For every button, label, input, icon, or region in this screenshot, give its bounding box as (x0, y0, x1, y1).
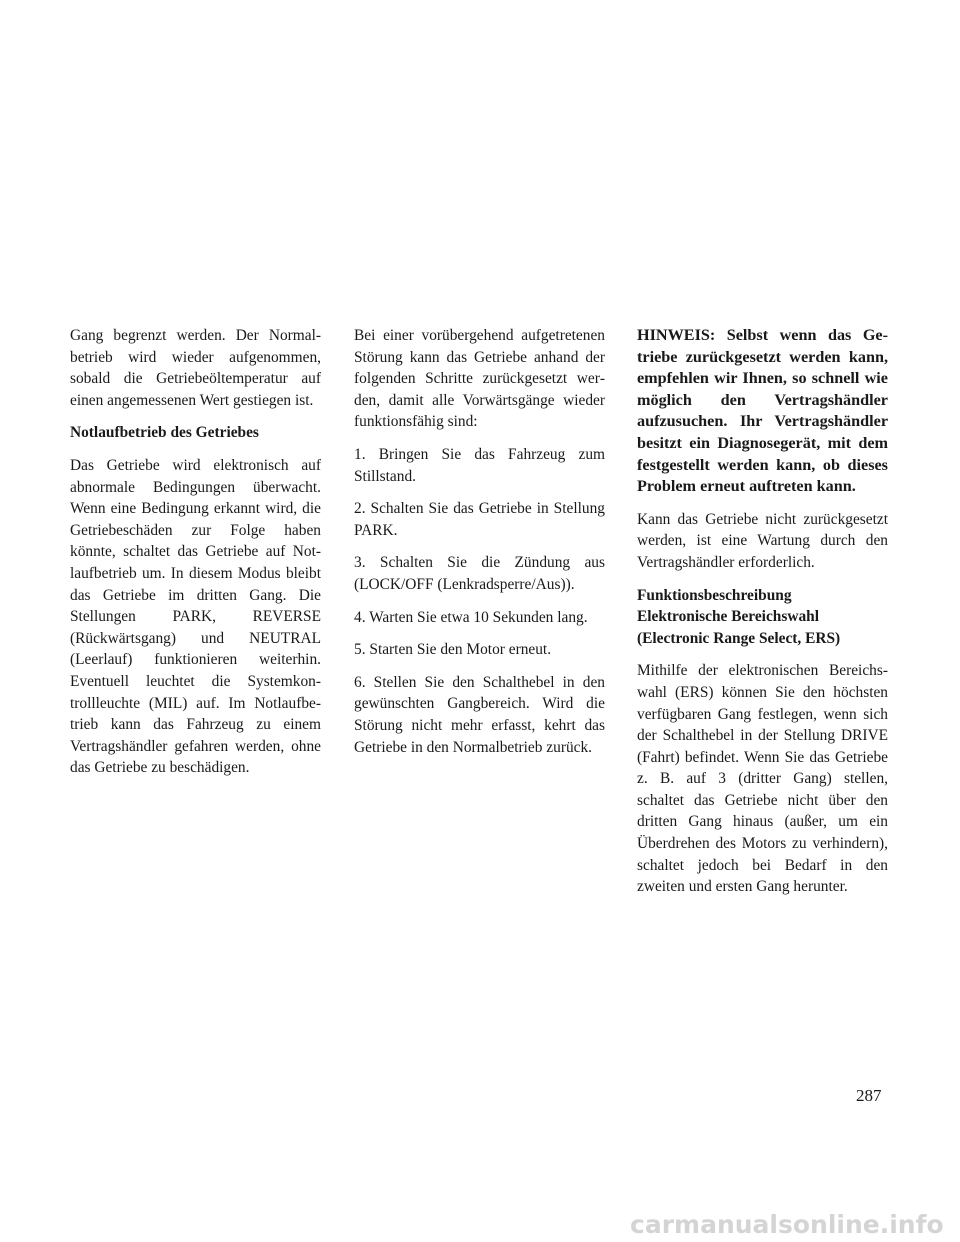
middle-intro: Bei einer vorübergehend aufgetretenen Störung kann das Getriebe anhand der folgenden Schritte zurückgesetzt werden, damit alle Vorwärtsgänge wieder funktionsfähig sind: (354, 327, 605, 431)
step-2: 2. Schalten Sie das Getriebe in Stellung PARK. (354, 500, 605, 539)
left-paragraph-1: Gang begrenzt werden. Der Normalbetrieb wird wieder aufgenommen, sobald die Getriebeöltemperatur auf einen angemessenen Wert gestiegen ist. (70, 327, 321, 409)
right-column (637, 325, 888, 909)
page-number: 287 (856, 1086, 882, 1105)
left-paragraph-2: Das Getriebe wird elektronisch auf abnormale Bedingungen überwacht. Wenn eine Bedingung erkannt wird, die Getriebeschäden zur Folge haben könnte, schaltet das Getriebe auf Notlaufbetrieb um. In diesem Modus bleibt das Getriebe im dritten Gang. Die Stellungen PARK, REVERSE (Rückwärtsgang) und NEUTRAL (Leerlauf) funktionieren weiterhin. Eventuell leuchtet die Systemkontrollleuchte (MIL) auf. Im Notlaufbetrieb kann das Fahrzeug zu einem Vertragshändler gefahren werden, ohne das Getriebe zu beschädigen. (70, 456, 321, 777)
step-6: 6. Stellen Sie den Schalthebel in den gewünschten Gangbereich. Wird die Störung nicht mehr erfasst, kehrt das Getriebe in den Normalbetrieb zurück. (354, 673, 605, 756)
section-heading-limp-mode: Notlaufbetrieb des Getriebes (70, 424, 259, 442)
heading-line-1: Funktionsbeschreibung (637, 586, 792, 604)
middle-column (354, 325, 605, 769)
watermark: carmanualsonline.info (630, 1210, 944, 1239)
note-hinweis: HINWEIS: Selbst wenn das Getriebe zurückgesetzt werden kann, empfehlen wir Ihnen, so schnell wie möglich den Vertragshändler aufzusuchen. Ihr Vertragshändler besitzt ein Diagnosegerät, mit dem festgestellt werden kann, ob dieses Problem erneut auftreten kann. (637, 326, 888, 496)
right-paragraph-2: Mithilfe der elektronischen Bereichswahl (ERS) können Sie den höchsten verfügbaren Gang festlegen, wenn sich der Schalthebel in der Stellung DRIVE (Fahrt) befindet. Wenn Sie das Getriebe z. B. auf 3 (dritter Gang) stellen, schaltet das Getriebe nicht über den dritten Gang hinaus (außer, um ein Überdrehen des Motors zu verhindern), schaltet jedoch bei Bedarf in den zweiten und ersten Gang herunter. (637, 662, 888, 896)
heading-line-2: Elektronische Bereichswahl (637, 608, 819, 626)
left-column (70, 325, 321, 790)
step-1: 1. Bringen Sie das Fahrzeug zum Stillstand. (354, 445, 605, 485)
right-paragraph-1: Kann das Getriebe nicht zurückgesetzt werden, ist eine Wartung durch den Vertragshändler erforderlich. (637, 510, 888, 571)
step-3: 3. Schalten Sie die Zündung aus (LOCK/OFF (Lenkradsperre/Aus)). (354, 554, 605, 593)
heading-line-3: (Electronic Range Select, ERS) (637, 629, 841, 647)
section-heading-ers (637, 585, 888, 650)
step-5: 5. Starten Sie den Motor erneut. (354, 641, 552, 659)
step-4: 4. Warten Sie etwa 10 Sekunden lang. (354, 608, 588, 626)
